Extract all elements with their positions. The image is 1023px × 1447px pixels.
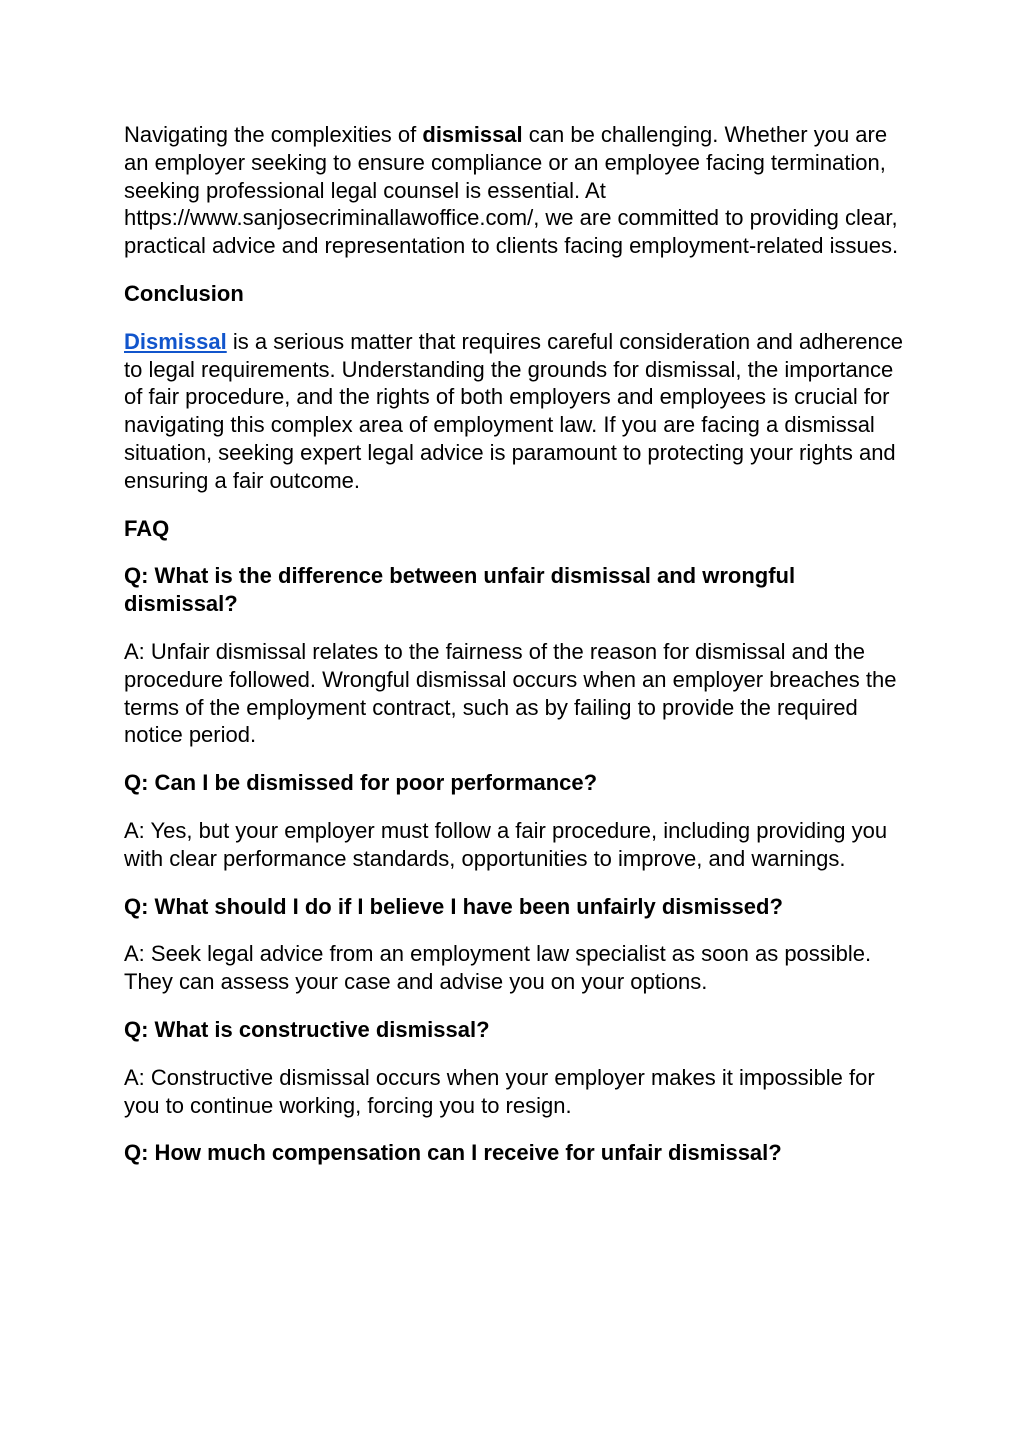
intro-text-start: Navigating the complexities of <box>124 122 423 147</box>
intro-paragraph <box>124 121 904 260</box>
conclusion-paragraph <box>124 328 904 495</box>
faq-question-2: Q: Can I be dismissed for poor performance? <box>124 770 598 796</box>
faq-question-1: Q: What is the difference between unfair dismissal and wrongful dismissal? <box>124 563 796 617</box>
faq-question-5: Q: How much compensation can I receive for unfair dismissal? <box>124 1140 782 1166</box>
faq-answer-2: A: Yes, but your employer must follow a fair procedure, including providing you with clear performance standards, opportunities to improve, and warnings. <box>124 817 888 871</box>
faq-question-3: Q: What should I do if I believe I have been unfairly dismissed? <box>124 893 783 919</box>
intro-text-end: can be challenging. Whether you are an employer seeking to ensure compliance or an employee facing termination, seeking professional legal counsel is essential. At https://www.sanjosecriminallawoffice.com/, we are committed to providing clear, practical advice and representation to clients facing employment-related issues. <box>124 122 899 259</box>
conclusion-heading: Conclusion <box>124 280 244 306</box>
faq-heading: FAQ <box>124 515 170 541</box>
faq-answer-3: A: Seek legal advice from an employment law specialist as soon as possible. They can assess your case and advise you on your options. <box>124 941 872 995</box>
conclusion-text: is a serious matter that requires careful consideration and adherence to legal requirements. Understanding the grounds for dismissal, the importance of fair procedure, and the rights of both employers and employees is crucial for navigating this complex area of employment law. If you are facing a dismissal situation, seeking expert legal advice is paramount to protecting your rights and ensuring a fair outcome. <box>124 328 903 493</box>
document-page <box>124 121 904 1187</box>
dismissal-link[interactable]: Dismissal <box>124 328 227 354</box>
faq-question-4: Q: What is constructive dismissal? <box>124 1016 490 1042</box>
intro-bold-term: dismissal <box>422 122 523 147</box>
faq-answer-1: A: Unfair dismissal relates to the fairness of the reason for dismissal and the procedure followed. Wrongful dismissal occurs when an employer breaches the terms of the employment contract, such as by failing to provide the required notice period. <box>124 638 897 748</box>
faq-answer-4: A: Constructive dismissal occurs when your employer makes it impossible for you to continue working, forcing you to resign. <box>124 1064 875 1118</box>
